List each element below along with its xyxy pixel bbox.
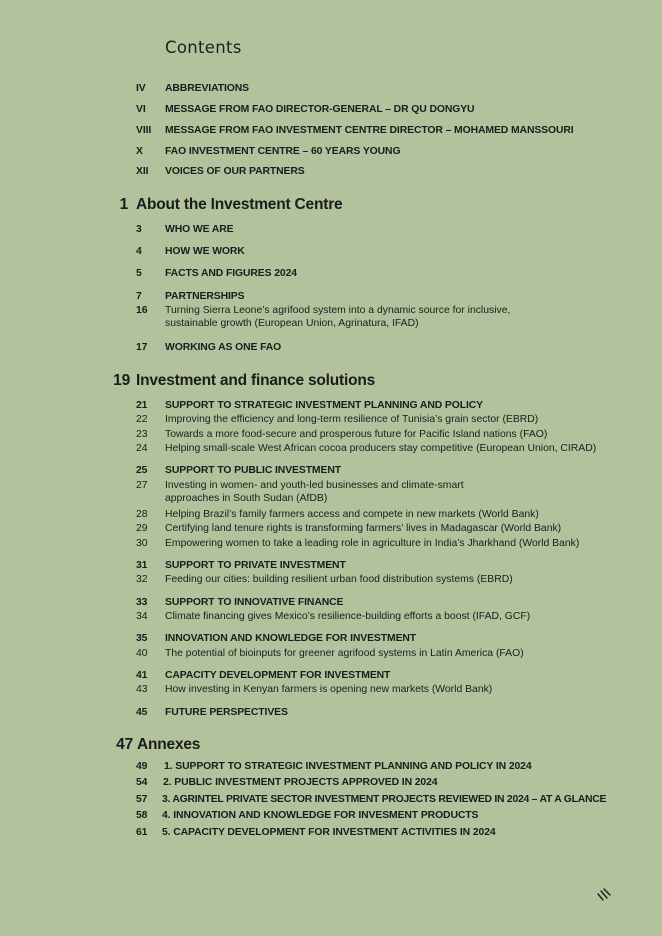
entry-label: CAPACITY DEVELOPMENT FOR INVESTMENT [165, 670, 391, 681]
section-number: 1 [119, 196, 128, 213]
page-number: 30 [136, 538, 148, 549]
entry-label: MESSAGE FROM FAO DIRECTOR-GENERAL – DR QU DONGYU [165, 104, 475, 115]
entry-label: Helping small-scale West African cocoa producers stay competitive (European Union, CIRAD) [165, 443, 597, 454]
entry-label: 2. PUBLIC INVESTMENT PROJECTS APPROVED IN 2024 [163, 777, 438, 788]
entry-label: INNOVATION AND KNOWLEDGE FOR INVESTMENT [165, 633, 417, 644]
page-number: 29 [136, 523, 148, 534]
entry-label: FUTURE PERSPECTIVES [165, 707, 288, 718]
page-number: 40 [136, 648, 148, 659]
section-number: 19 [113, 372, 130, 389]
section-number: 47 [116, 736, 133, 753]
entry-label: SUPPORT TO STRATEGIC INVESTMENT PLANNING AND POLICY [165, 400, 483, 411]
entry-label: WORKING AS ONE FAO [165, 342, 282, 353]
page-number: 23 [136, 429, 148, 440]
page-number: 22 [136, 414, 148, 425]
page-number: 45 [136, 707, 148, 718]
page-number: 3 [136, 224, 142, 235]
entry-label: Certifying land tenure rights is transforming farmers’ lives in Madagascar (World Bank) [165, 523, 562, 534]
page-number: 34 [136, 611, 148, 622]
page-number: 33 [136, 597, 148, 608]
page-number: 27 [136, 480, 148, 491]
page-number: 7 [136, 291, 142, 302]
page-number: X [136, 146, 143, 157]
page-number: 5 [136, 268, 142, 279]
page-number: 43 [136, 684, 148, 695]
entry-label: 3. AGRINTEL PRIVATE SECTOR INVESTMENT PROJECTS REVIEWED IN 2024 – AT A GLANCE [162, 794, 607, 805]
page-number: 49 [136, 761, 148, 772]
page-number: XII [136, 166, 149, 177]
entry-label: Investing in women- and youth-led businesses and climate-smart approaches in South Sudan (AfDB) [165, 480, 464, 504]
entry-label: ABBREVIATIONS [165, 83, 249, 94]
page-number: IV [136, 83, 146, 94]
page-number: 31 [136, 560, 148, 571]
page-number: VIII [136, 125, 152, 136]
entry-label: HOW WE WORK [165, 246, 245, 257]
section-title: About the Investment Centre [136, 196, 343, 213]
entry-label: WHO WE ARE [165, 224, 234, 235]
entry-label: Helping Brazil’s family farmers access and compete in new markets (World Bank) [165, 509, 539, 520]
entry-label: PARTNERSHIPS [165, 291, 245, 302]
entry-label: Empowering women to take a leading role in agriculture in India’s Jharkhand (World Bank) [165, 538, 580, 549]
entry-label: VOICES OF OUR PARTNERS [165, 166, 305, 177]
entry-label: Turning Sierra Leone’s agrifood system into a dynamic source for inclusive, sustainable growth (European Union, Agrinatura, IFAD) [165, 305, 511, 329]
entry-label: FAO INVESTMENT CENTRE – 60 YEARS YOUNG [165, 146, 401, 157]
page-number: 41 [136, 670, 148, 681]
section-title: Annexes [137, 736, 201, 753]
page-number: 16 [136, 305, 148, 316]
entry-label: 5. CAPACITY DEVELOPMENT FOR INVESTMENT ACTIVITIES IN 2024 [162, 827, 496, 838]
entry-label: Towards a more food-secure and prosperous future for Pacific Island nations (FAO) [165, 429, 548, 440]
entry-label: Feeding our cities: building resilient urban food distribution systems (EBRD) [165, 574, 513, 585]
section-title: Investment and finance solutions [136, 372, 376, 389]
entry-label: Improving the efficiency and long-term resilience of Tunisia’s grain sector (EBRD) [165, 414, 539, 425]
entry-label: MESSAGE FROM FAO INVESTMENT CENTRE DIRECTOR – MOHAMED MANSSOURI [165, 125, 574, 136]
entry-label: The potential of bioinputs for greener agrifood systems in Latin America (FAO) [165, 648, 524, 659]
page-number: 57 [136, 794, 148, 805]
page-number: 17 [136, 342, 148, 353]
page-number: VI [136, 104, 146, 115]
page-number: 32 [136, 574, 148, 585]
page-number: 25 [136, 465, 148, 476]
entry-label: SUPPORT TO INNOVATIVE FINANCE [165, 597, 344, 608]
entry-label: How investing in Kenyan farmers is opening new markets (World Bank) [165, 684, 493, 695]
page-number: 35 [136, 633, 148, 644]
page-number: 21 [136, 400, 148, 411]
entry-label: SUPPORT TO PRIVATE INVESTMENT [165, 560, 346, 571]
entry-label: SUPPORT TO PUBLIC INVESTMENT [165, 465, 341, 476]
entry-label: FACTS AND FIGURES 2024 [165, 268, 297, 279]
page-number: 61 [136, 827, 148, 838]
entry-label: 1. SUPPORT TO STRATEGIC INVESTMENT PLANNING AND POLICY IN 2024 [164, 761, 532, 772]
page-number: 28 [136, 509, 148, 520]
page-number: 4 [136, 246, 142, 257]
logo-mark-icon [596, 887, 612, 903]
page-number: 58 [136, 810, 148, 821]
page-number: 24 [136, 443, 148, 454]
entry-label: 4. INNOVATION AND KNOWLEDGE FOR INVESMENT PRODUCTS [162, 810, 479, 821]
page-number: 54 [136, 777, 148, 788]
page-title: Contents [165, 38, 242, 57]
entry-label: Climate financing gives Mexico’s resilience-building efforts a boost (IFAD, GCF) [165, 611, 531, 622]
